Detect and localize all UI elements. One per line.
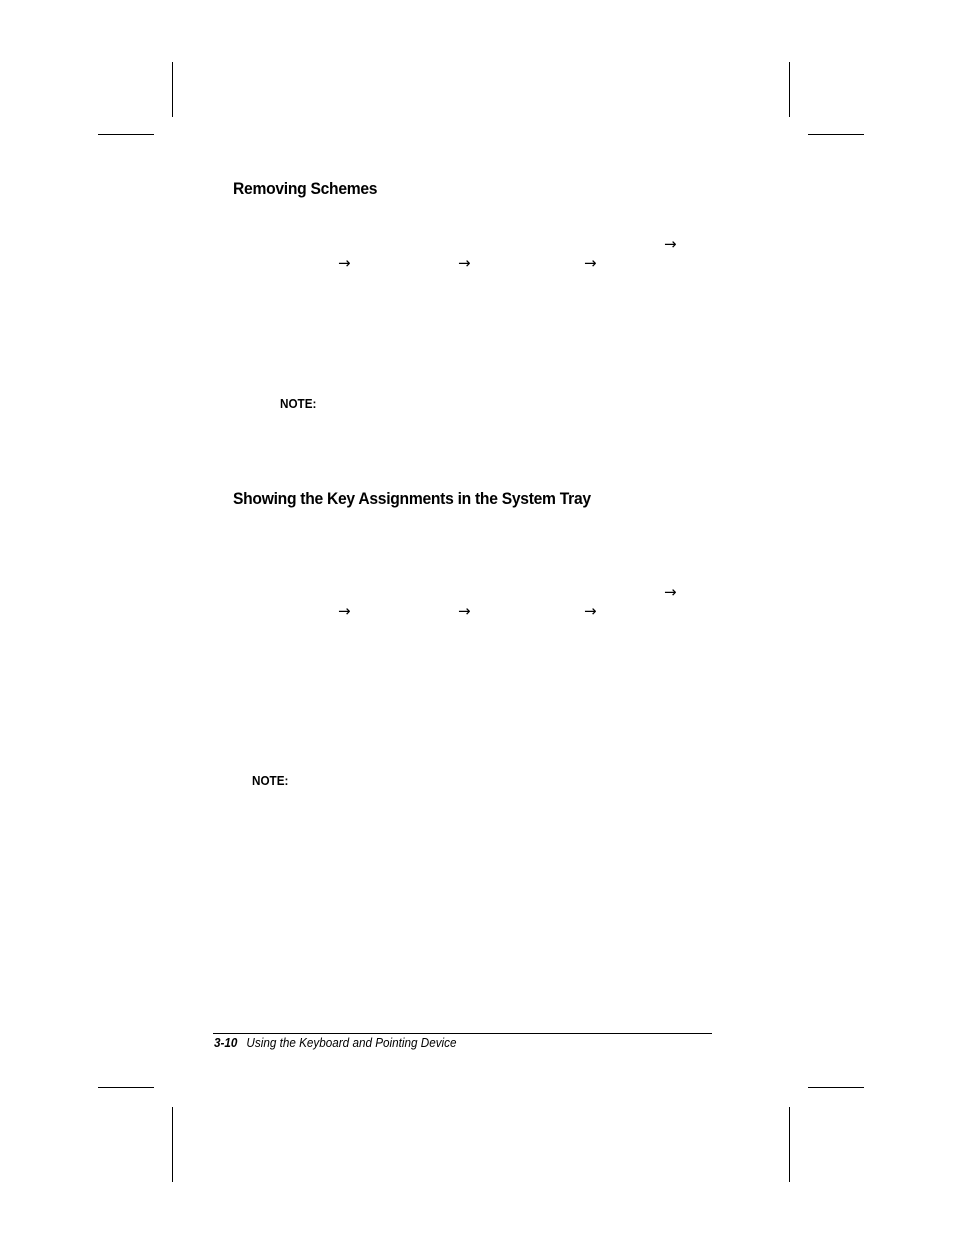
note-label: NOTE: [252, 773, 289, 788]
right-arrow-icon: → [584, 602, 597, 620]
crop-mark-top-left-horizontal [98, 134, 154, 135]
right-arrow-icon: → [338, 602, 351, 620]
section-heading-key-assignments-system-tray: Showing the Key Assignments in the System Tray [233, 489, 591, 508]
page-footer [214, 1035, 457, 1050]
crop-mark-bottom-left-vertical [172, 1107, 173, 1182]
right-arrow-icon: → [664, 235, 677, 253]
right-arrow-icon: → [338, 254, 351, 272]
crop-mark-bottom-right-vertical [789, 1107, 790, 1182]
footer-rule [213, 1033, 712, 1034]
crop-mark-top-right-vertical [789, 62, 790, 117]
right-arrow-icon: → [584, 254, 597, 272]
right-arrow-icon: → [458, 602, 471, 620]
chapter-title: Using the Keyboard and Pointing Device [246, 1035, 457, 1050]
note-label: NOTE: [280, 396, 317, 411]
crop-mark-bottom-right-horizontal [808, 1087, 864, 1088]
section-heading-removing-schemes: Removing Schemes [233, 179, 378, 198]
crop-mark-top-right-horizontal [808, 134, 864, 135]
crop-mark-top-left-vertical [172, 62, 173, 117]
crop-mark-bottom-left-horizontal [98, 1087, 154, 1088]
right-arrow-icon: → [664, 583, 677, 601]
page-number: 3-10 [214, 1035, 238, 1050]
right-arrow-icon: → [458, 254, 471, 272]
